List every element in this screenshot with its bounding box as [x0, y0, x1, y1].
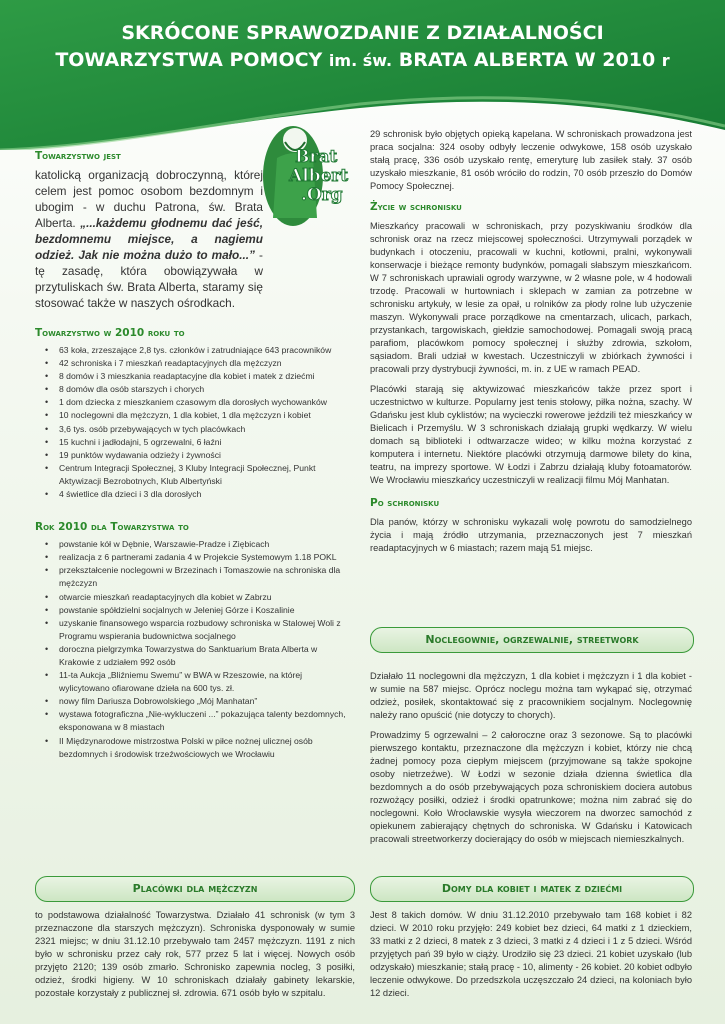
domy-section — [370, 909, 692, 1007]
list-item: • 19 punktów wydawania odzieży i żywności — [59, 449, 353, 462]
list-item: • 3,6 tys. osób przebywających w tych placówkach — [59, 423, 353, 436]
left-column — [35, 147, 353, 761]
zycie-paragraph: Mieszkańcy pracowali w schroniskach, przy pozyskiwaniu środków dla schronisk oraz na rzecz miejscowej społeczności. Utrzymywali porządek w budynkach i otoczeniu, pracowali w kuchni, kotłowni, pralni, wykonywali konserwacje i bieżące remonty budynków, pomagali słabszym mieszkańcom. W 7 schroniskach uprawiali ogrody warzywne, w 2 własne pole, w 4 hodowali trzodę. Pracowali w hurtowniach i sklepach w zamian za potrzebne w schronisku artykuły, w lesie za opał, u rolników za płody rolne lub użyczenie maszyn. Wykonywali prace porządkowe na cmentarzach, ulicach, parkach, przystankach, targowiskach, giełdzie samochodowej. Pomagali swoją pracą parafiom, placówkom pomocy społecznej i służby zdrowia, szkołom, sąsiadom. Brali udział w kwestach. Uczestniczyli w zbiórkach żywności i pracowali przy dystrybucji żywności, m. in. z UE w ramach PEAD. — [370, 221, 692, 374]
list-item: • powstanie kół w Dębnie, Warszawie-Pradze i Ziębicach — [59, 538, 353, 551]
domy-paragraph: Jest 8 takich domów. W dniu 31.12.2010 przebywało tam 168 kobiet i 82 dzieci. W 2010 roku przyjęło: 249 kobiet bez dzieci, 64 matki z 1 dzieckiem, 33 matki z 2 dzieci, 8 matek z 3 dzieci, 3 matki z 4 dzieci i 1 z 5 dzieci. Wśród przyjętych pań 39 było w ciąży. Urodziło się 23 dzieci. 21 kobiet uzyskało (lub odzyskało) mieszkanie; stałą pracę - 10, alimenty - 26 kobiet. 20 kobiet odbyło leczenie odwykowe. Do przedszkola uczęszczało 24 dzieci, na koloniach było 12 dzieci. — [370, 910, 692, 998]
box-placowki-heading: Placówki dla mężczyzn — [35, 876, 355, 902]
title-part: TOWARZYSTWA POMOCY — [55, 49, 329, 71]
list-item: • powstanie spółdzielni socjalnych w Jeleniej Górze i Koszalinie — [59, 604, 353, 617]
intro-text-end: - tę zasadę, która obowiązywała w przytuliskach św. Brata Alberta, staramy się stosować także w naszych ośrodkach. — [35, 248, 263, 310]
list-item: • przekształcenie noclegowni w Brzezinach i Tomaszowie na schroniska dla mężczyzn — [59, 564, 353, 590]
noclegownie-section — [370, 670, 692, 853]
logo-line: Brat — [295, 147, 338, 167]
list-item: • otwarcie mieszkań readaptacyjnych dla kobiet w Zabrzu — [59, 591, 353, 604]
noclegownie-paragraph: Działało 11 noclegowni dla mężczyzn, 1 dla kobiet i mężczyzn i 1 dla kobiet - w sumie na 587 miejsc. Oprócz noclegu można tam wykąpać się, otrzymać odzież, posiłek, skontaktować się z pracownikiem socjalnym. Noclegownię należy rano opuścić (nie dotyczy to chorych). — [370, 671, 692, 720]
heading-rok-2010: Rok 2010 dla Towarzystwa to — [35, 521, 189, 534]
list-towarzystwo-2010 — [35, 344, 353, 501]
placowki-paragraph: to podstawowa działalność Towarzystwa. Działało 41 schronisk (w tym 3 przeznaczone dla starszych mężczyzn). Schroniska dysponowały w sumie 2321 miejsc; w dniu 31.12.10 przebywało tam 2457 mężczyzn. 1191 z nich było w schronisku przez cały rok, 577 przez 5 lat i więcej. Nowych osób przyjęto 2120; 139 osób zmarło. Schronisko zapewnia nocleg, 3 posiłki, odzież, środki higieny. W 10 schroniskach działały gabinety lekarskie, pozostałe korzystały z publicznej sł. zdrowia. 671 osób było w szpitalu. — [35, 910, 355, 998]
right-column — [370, 128, 692, 562]
list-item: • uzyskanie finansowego wsparcia rozbudowy schroniska w Stalowej Woli z Programu wspierania budownictwa socjalnego — [59, 617, 353, 643]
title-part-small: r — [661, 51, 670, 70]
list-item: • 8 domów i 3 mieszkania readaptacyjne dla kobiet i matek z dziećmi — [59, 370, 353, 383]
list-item: • Centrum Integracji Społecznej, 3 Kluby Integracji Społecznej, Punkt Aktywizacji Bezrobotnych, Klub Albertyński — [59, 462, 353, 488]
list-item: • 42 schroniska i 7 mieszkań readaptacyjnych dla mężczyzn — [59, 357, 353, 370]
list-item: • 15 kuchni i jadłodajni, 5 ogrzewalni, 6 łaźni — [59, 436, 353, 449]
box-noclegownie-heading: Noclegownie, ogrzewalnie, streetwork — [370, 627, 694, 653]
list-item: • nowy film Dariusza Dobrowolskiego „Mój Manhatan” — [59, 695, 353, 708]
list-item: • 4 świetlice dla dzieci i 3 dla dorosłych — [59, 488, 353, 501]
logo-line: Albert — [289, 166, 349, 186]
po-schronisku-paragraph: Dla panów, którzy w schronisku wykazali wolę powrotu do samodzielnego życia i mają źródło utrzymania, przeznaczonych jest 7 mieszkań readaptacyjnych w 6 miastach; razem mają 51 miejsc. — [370, 517, 692, 553]
title-part: BRATA ALBERTA W 2010 — [392, 49, 662, 71]
list-item: • II Międzynarodowe mistrzostwa Polski w piłce nożnej ulicznej osób bezdomnych i środowisk trzeźwościowych we Wrocławiu — [59, 735, 353, 761]
sport-paragraph: Placówki starają się aktywizować mieszkańców także przez sport i uczestnictwo w kulturze. Popularny jest tenis stołowy, piłka nożna, szachy. W Gdańsku jest klub cyklistów; na wycieczki rowerowe jeździli też mieszkańcy w Bielicach i Przemyślu. W 3 schroniskach działają grupki wędkarzy. W wielu domach są biblioteki i odtwarzacze wideo; w kilku można korzystać z komputera i internetu. Niektóre placówki otrzymują darmowe bilety do kina, teatru, na imprezy sportowe. W Łodzi i Zabrzu działają kluby fotoamatorów. We Wrocławiu mieszkańcy uczestniczyli w realizacji filmu Mój Manhatan. — [370, 384, 692, 485]
kapelan-paragraph: 29 schronisk było objętych opieką kapelana. W schroniskach prowadzona jest praca socjalna: 324 osoby odbyły leczenie odwykowe, 158 osób uzyskało stałą pracę, 336 osób uzyskało rentę, emeryturę lub zasiłek stały. 37 osób uzyskało mieszkanie, 81 osób wróciło do rodzin, 70 osób przeszło do Domów Pomocy Społecznej. — [370, 129, 692, 191]
box-domy-heading: Domy dla kobiet i matek z dziećmi — [370, 876, 694, 902]
placowki-section — [35, 909, 355, 1007]
intro-quote: „...każdemu głodnemu dać jeść, bezdomnemu miejsce, a nagiemu odzież. Jak nie można dużo to mało...” — [35, 216, 263, 262]
list-item: • realizacja z 6 partnerami zadania 4 w Projekcie Systemowym 1.18 POKL — [59, 551, 353, 564]
intro-paragraph — [35, 167, 353, 311]
title-line-1: SKRÓCONE SPRAWOZDANIE Z DZIAŁALNOŚCI — [121, 22, 604, 44]
list-item: • doroczna pielgrzymka Towarzystwa do Sanktuarium Brata Alberta w Krakowie z udziałem 992 osób — [59, 643, 353, 669]
list-item: • 1 dom dziecka z mieszkaniem czasowym dla dorosłych wychowanków — [59, 396, 353, 409]
ogrzewalnie-paragraph: Prowadzimy 5 ogrzewalni – 2 całoroczne oraz 3 sezonowe. Są to placówki pierwszego kontaktu, przeznaczone dla mężczyzn i kobiet, którzy nie chcą żadnej pomocy poza ciepłym miejscem (przyjmowane są także spokojne osoby nietrzeźwe). W Łodzi w sezonie działa dzienna świetlica dla bezdomnych a do osób przebywających poza schroniskiem dociera autobus rozwożący posiłki, odzież i środki opatrunkowe; można nim zabrać się do noclegowni. Koło Wrocławskie wysyła wieczorem na dworzec samochód z opiekunem zabierający chętnych do schroniska. W Gdańsku i Katowicach pracowali streetworkerzy docierający do osób w miejscach niemieszkalnych. — [370, 730, 692, 844]
logo-line: .Org — [301, 185, 343, 205]
list-item: • 8 domów dla osób starszych i chorych — [59, 383, 353, 396]
intro-text: katolicką organizacją dobroczynną, której celem jest pomoc osobom bezdomnym i ubogim - w duchu Patrona, św. Brata Alberta. — [35, 168, 263, 230]
list-item: • wystawa fotograficzna „Nie-wykluczeni ...” pokazująca talenty bezdomnych, eksponowana w 8 miastach — [59, 708, 353, 734]
title-line-2 — [0, 47, 725, 74]
title-part-small: im. św. — [328, 51, 393, 70]
list-item: • 63 koła, zrzeszające 2,8 tys. członków i zatrudniające 643 pracowników — [59, 344, 353, 357]
list-item: • 10 noclegowni dla mężczyzn, 1 dla kobiet, 1 dla mężczyzn i kobiet — [59, 409, 353, 422]
list-rok-2010 — [35, 538, 353, 761]
heading-towarzystwo-2010: Towarzystwo w 2010 roku to — [35, 327, 185, 339]
heading-po-schronisku: Po schronisku — [370, 497, 440, 509]
heading-zycie: Życie w schronisku — [370, 201, 462, 213]
page-title — [0, 20, 725, 74]
heading-towarzystwo-jest: Towarzystwo jest — [35, 150, 121, 162]
list-item: • 11-ta Aukcja „Bliźniemu Swemu” w BWA w Rzeszowie, na której wylicytowano ofiarowane dzieła na 600 tys. zł. — [59, 669, 353, 695]
